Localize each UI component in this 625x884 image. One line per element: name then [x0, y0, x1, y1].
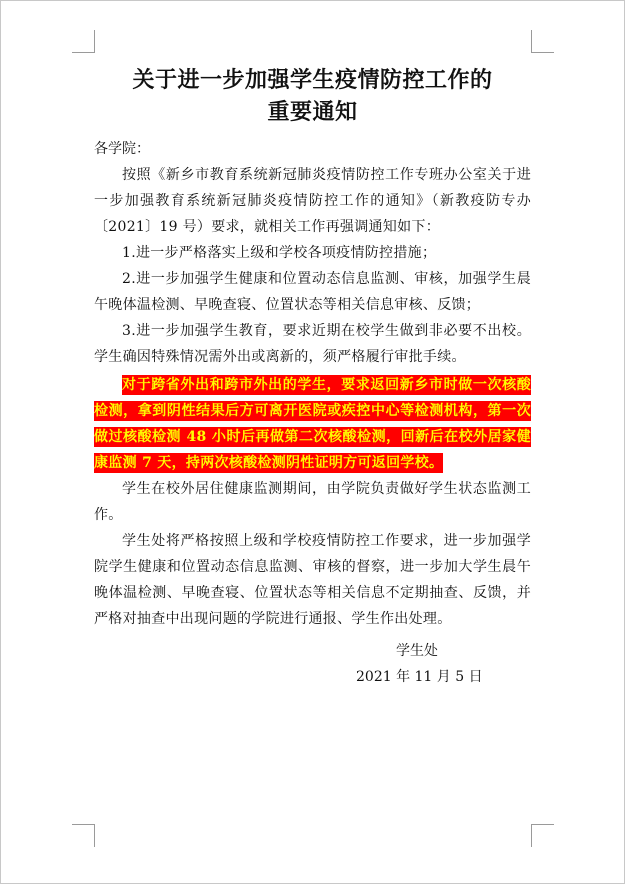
signer: 学生处	[396, 643, 438, 659]
paragraph-item-2: 2.进一步加强学生健康和位置动态信息监测、审核，加强学生晨午晚体温检测、早晚查寝、位置状态等相关信息审核、反馈；	[94, 271, 531, 313]
paragraph-item-3: 3.进一步加强学生教育，要求近期在校学生做到非必要不出校。学生确因特殊情况需外出或离新的，须严格履行审批手续。	[94, 323, 531, 365]
highlighted-text: 对于跨省外出和跨市外出的学生，要求返回新乡市时做一次核酸检测，拿到阴性结果后方可离开医院或疾控中心等检测机构，第一次做过核酸检测 48 小时后再做第二次核酸检测，回新后在校外居家健康监测 7 天，持两次核酸检测阴性证明方可返回学校。	[94, 377, 531, 471]
paragraph-monitoring: 学生在校外居住健康监测期间，由学院负责做好学生状态监测工作。	[94, 481, 531, 523]
crop-mark-top-right	[531, 30, 554, 53]
paragraph-intro: 按照《新乡市教育系统新冠肺炎疫情防控工作专班办公室关于进一步加强教育系统新冠肺炎疫情防控工作的通知》（新教疫防专办〔2021〕19 号）要求，就相关工作再强调通知如下：	[94, 167, 531, 235]
title-line-1: 关于进一步加强学生疫情防控工作的	[132, 67, 493, 93]
issue-date: 2021 年 11 月 5 日	[356, 669, 483, 685]
highlight-paragraph	[94, 372, 531, 476]
crop-mark-bottom-left	[72, 824, 95, 847]
title-line-2: 重要通知	[267, 99, 358, 125]
signature-block	[94, 638, 531, 690]
highlight-block	[94, 372, 531, 476]
salutation: 各学院：	[94, 141, 150, 157]
paragraph-item-1: 1.进一步严格落实上级和学校各项疫情防控措施；	[122, 245, 437, 261]
document-title	[94, 64, 531, 128]
paragraph-inspection: 学生处将严格按照上级和学校疫情防控工作要求，进一步加强学院学生健康和位置动态信息监测、审核的督察，进一步加大学生晨午晚体温检测、早晚查寝、位置状态等相关信息不定期抽查、反馈，并严格对抽查中出现问题的学院进行通报、学生作出处理。	[94, 533, 531, 627]
crop-mark-top-left	[72, 30, 95, 53]
crop-mark-bottom-right	[531, 824, 554, 847]
document-body	[94, 64, 531, 690]
